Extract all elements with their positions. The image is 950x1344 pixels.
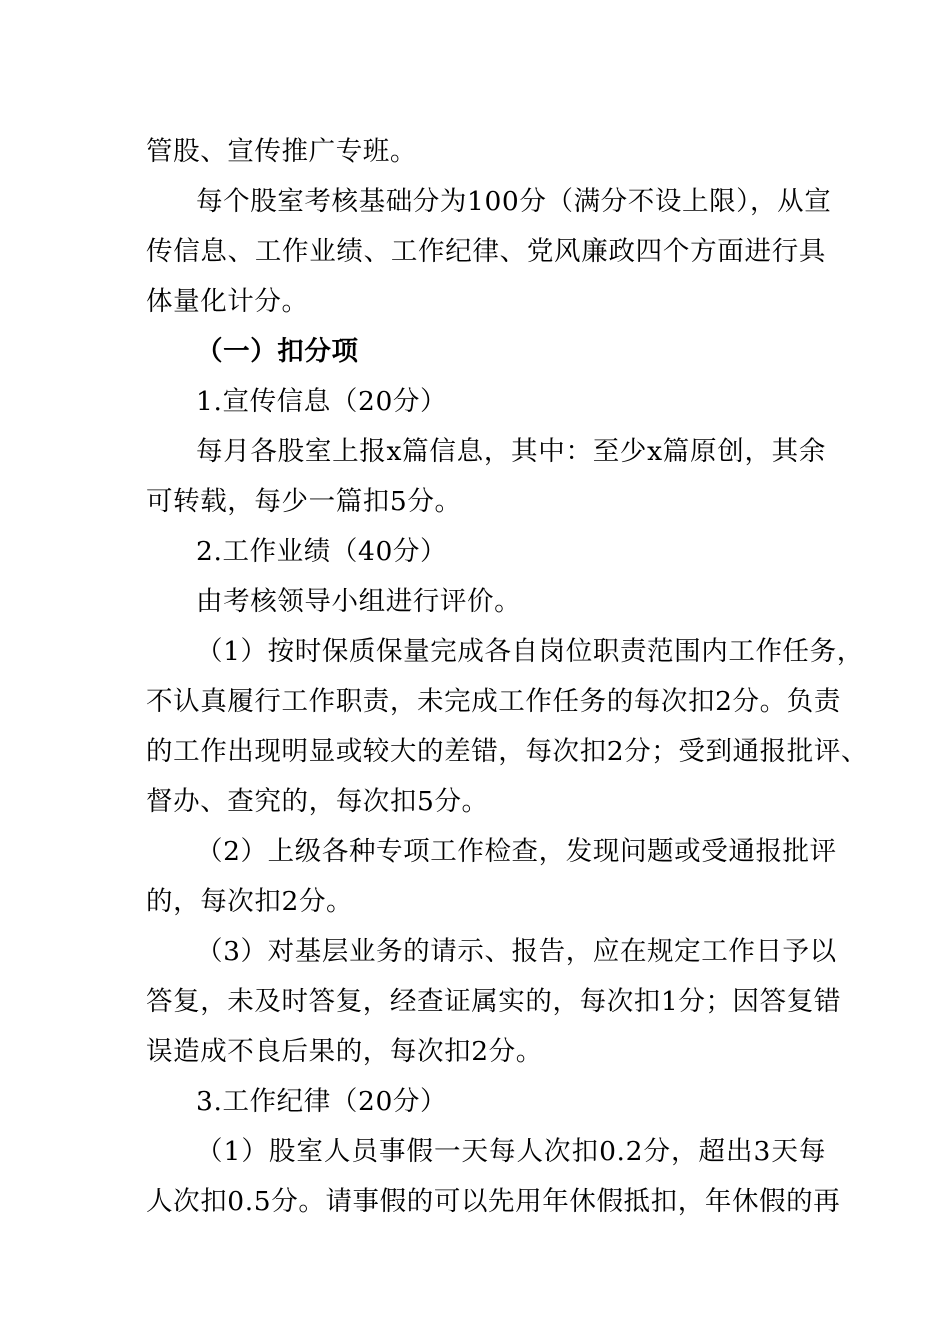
paragraph-line: （2）上级各种专项工作检查，发现问题或受通报批评 [196,836,837,867]
paragraph-line: 误造成不良后果的，每次扣2分。 [146,1036,543,1067]
paragraph-line: 答复，未及时答复，经查证属实的，每次扣1分；因答复错 [146,986,841,1017]
paragraph-line: 体量化计分。 [146,286,309,317]
paragraph-line: （3）对基层业务的请示、报告，应在规定工作日予以 [196,936,837,967]
paragraph-line: （1）股室人员事假一天每人次扣0.2分，超出3天每 [196,1136,826,1167]
section-heading: （一）扣分项 [196,336,359,367]
subsection-heading: 1.宣传信息（20分） [196,386,448,417]
paragraph-line: 传信息、工作业绩、工作纪律、党风廉政四个方面进行具 [146,236,826,267]
paragraph-line: 每月各股室上报x篇信息，其中：至少x篇原创，其余 [196,436,826,467]
paragraph-line: 由考核领导小组进行评价。 [196,586,522,617]
paragraph-line: （1）按时保质保量完成各自岗位职责范围内工作任务， [196,636,864,667]
subsection-heading: 3.工作纪律（20分） [196,1086,448,1117]
paragraph-line: 人次扣0.5分。请事假的可以先用年休假抵扣，年休假的再 [146,1186,841,1217]
paragraph-line: 的，每次扣2分。 [146,886,354,917]
paragraph-line: 督办、查究的，每次扣5分。 [146,786,489,817]
paragraph-line: 不认真履行工作职责，未完成工作任务的每次扣2分。负责 [146,686,841,717]
paragraph-line: 的工作出现明显或较大的差错，每次扣2分；受到通报批评、 [146,736,869,767]
paragraph-line: 可转载，每少一篇扣5分。 [146,486,462,517]
paragraph-line: 每个股室考核基础分为100分（满分不设上限），从宣 [196,186,832,217]
paragraph-line: 管股、宣传推广专班。 [146,136,417,167]
subsection-heading: 2.工作业绩（40分） [196,536,448,567]
